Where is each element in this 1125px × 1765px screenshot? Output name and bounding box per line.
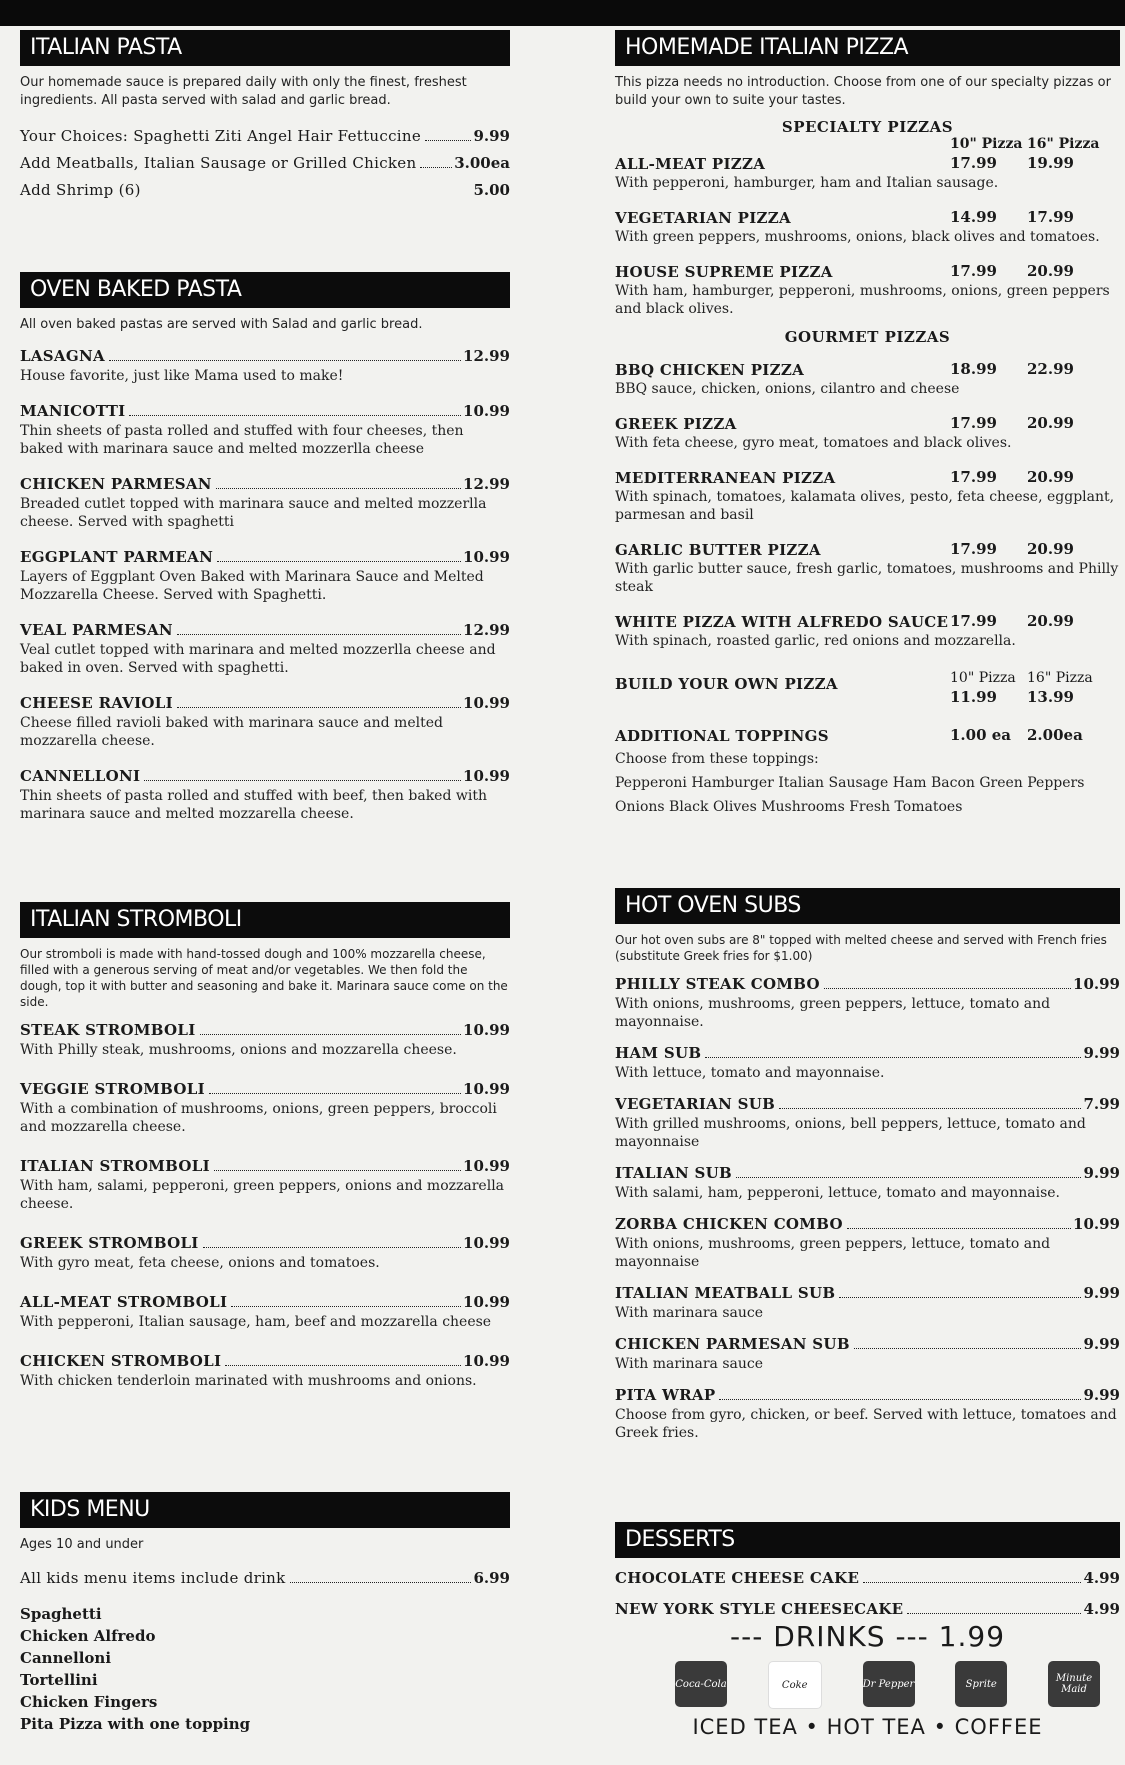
menu-line: Add Meatballs, Italian Sausage or Grilled Chicken 3.00ea bbox=[20, 154, 510, 172]
list-item: Chicken Fingers bbox=[20, 1693, 158, 1711]
pizza-item: BBQ CHICKEN PIZZA 18.99 22.99 BBQ sauce, chicken, onions, cilantro and cheese bbox=[615, 360, 1074, 397]
menu-item: ALL-MEAT STROMBOLI 10.99 With pepperoni, Italian sausage, ham, beef and mozzarella cheese bbox=[20, 1293, 510, 1330]
section-intro: Our hot oven subs are 8" topped with melted cheese and served with French fries (substitute Greek fries for $1.00) bbox=[615, 933, 1107, 963]
list-item: Tortellini bbox=[20, 1671, 98, 1689]
kids-section bbox=[20, 1492, 510, 1735]
section-header: HOMEMADE ITALIAN PIZZA bbox=[615, 30, 1120, 66]
menu-item: CHICKEN STROMBOLI 10.99 With chicken tenderloin marinated with mushrooms and onions. bbox=[20, 1352, 510, 1389]
hot-drinks: ICED TEA • HOT TEA • COFFEE bbox=[692, 1715, 1043, 1739]
additional-toppings: ADDITIONAL TOPPINGS 1.00 ea 2.00ea Choose from these toppings: Pepperoni Hamburger Italian Sausage Ham Bacon Green Peppers Onions Black Olives Mushrooms Fresh Tomatoes bbox=[615, 726, 1085, 815]
drink-logos bbox=[675, 1661, 1100, 1709]
section-intro: This pizza needs no introduction. Choose from one of our specialty pizzas or build your own to suite your tastes. bbox=[615, 75, 1111, 108]
menu-line: All kids menu items include drink 6.99 bbox=[20, 1569, 510, 1587]
kids-list bbox=[20, 1603, 510, 1735]
menu-item: LASAGNA 12.99 House favorite, just like Mama used to make! bbox=[20, 347, 510, 384]
menu-line: NEW YORK STYLE CHEESECAKE 4.99 bbox=[615, 1600, 1120, 1618]
menu-item: HAM SUB 9.99 With lettuce, tomato and mayonnaise. bbox=[615, 1044, 1120, 1081]
drinks-section bbox=[615, 1620, 1120, 1739]
pizza-item: WHITE PIZZA WITH ALFREDO SAUCE 17.99 20.99 With spinach, roasted garlic, red onions and mozzarella. bbox=[615, 612, 1074, 649]
list-item: Spaghetti bbox=[20, 1605, 102, 1623]
pizza-item: HOUSE SUPREME PIZZA 17.99 20.99 With ham, hamburger, pepperoni, mushrooms, onions, green peppers and black olives. bbox=[615, 262, 1110, 317]
menu-item: VEAL PARMESAN 12.99 Veal cutlet topped with marinara and melted mozzerlla cheese and baked in oven. Served with spaghetti. bbox=[20, 621, 510, 676]
sprite-logo: Sprite bbox=[955, 1661, 1007, 1707]
menu-item: VEGETARIAN SUB 7.99 With grilled mushrooms, onions, bell peppers, lettuce, tomato and mayonnaise bbox=[615, 1095, 1120, 1150]
list-item: Chicken Alfredo bbox=[20, 1627, 156, 1645]
menu-item: VEGGIE STROMBOLI 10.99 With a combination of mushrooms, onions, green peppers, broccoli and mozzarella cheese. bbox=[20, 1080, 510, 1135]
menu-item: ITALIAN STROMBOLI 10.99 With ham, salami, pepperoni, green peppers, onions and mozzarella cheese. bbox=[20, 1157, 510, 1212]
stromboli-section bbox=[20, 902, 510, 1390]
coke-logo: Coke bbox=[768, 1661, 822, 1709]
section-intro: Our homemade sauce is prepared daily with only the finest, freshest ingredients. All pasta served with salad and garlic bread. bbox=[20, 75, 467, 108]
menu-item: PITA WRAP 9.99 Choose from gyro, chicken, or beef. Served with lettuce, tomatoes and Greek fries. bbox=[615, 1386, 1120, 1441]
pizza-item: ALL-MEAT PIZZA 17.99 19.99 With pepperoni, hamburger, ham and Italian sausage. bbox=[615, 154, 1074, 191]
drinks-title: --- DRINKS --- 1.99 bbox=[729, 1620, 1006, 1653]
section-intro: Ages 10 and under bbox=[20, 1537, 144, 1552]
pizza-item: VEGETARIAN PIZZA 14.99 17.99 With green peppers, mushrooms, onions, black olives and tomatoes. bbox=[615, 208, 1100, 245]
menu-item: ITALIAN SUB 9.99 With salami, ham, pepperoni, lettuce, tomato and mayonnaise. bbox=[615, 1164, 1120, 1201]
menu-item: CANNELLONI 10.99 Thin sheets of pasta rolled and stuffed with beef, then baked with marinara sauce and melted mozzarella cheese. bbox=[20, 767, 510, 822]
section-header: OVEN BAKED PASTA bbox=[20, 272, 510, 308]
specialty-title: SPECIALTY PIZZAS bbox=[781, 118, 954, 136]
section-header: ITALIAN PASTA bbox=[20, 30, 510, 66]
menu-line: CHOCOLATE CHEESE CAKE 4.99 bbox=[615, 1569, 1120, 1587]
coca-cola-logo: Coca-Cola bbox=[675, 1661, 727, 1707]
menu-item: PHILLY STEAK COMBO 10.99 With onions, mushrooms, green peppers, lettuce, tomato and mayonnaise. bbox=[615, 975, 1120, 1030]
pizza-item: MEDITERRANEAN PIZZA 17.99 20.99 With spinach, tomatoes, kalamata olives, pesto, feta cheese, eggplant, parmesan and basil bbox=[615, 468, 1115, 523]
menu-item: ITALIAN MEATBALL SUB 9.99 With marinara sauce bbox=[615, 1284, 1120, 1321]
list-item: Pita Pizza with one topping bbox=[20, 1715, 251, 1733]
top-border bbox=[0, 0, 1125, 26]
menu-item: CHICKEN PARMESAN SUB 9.99 With marinara sauce bbox=[615, 1335, 1120, 1372]
oven-baked-section bbox=[20, 272, 510, 823]
menu-item: ZORBA CHICKEN COMBO 10.99 With onions, mushrooms, green peppers, lettuce, tomato and mayonnaise bbox=[615, 1215, 1120, 1270]
menu-item: CHICKEN PARMESAN 12.99 Breaded cutlet topped with marinara sauce and melted mozzerlla cheese. Served with spaghetti bbox=[20, 475, 510, 530]
minute-maid-logo: Minute Maid bbox=[1048, 1661, 1100, 1707]
pizza-section bbox=[615, 30, 1120, 816]
section-header: DESSERTS bbox=[615, 1522, 1120, 1558]
menu-item: MANICOTTI 10.99 Thin sheets of pasta rolled and stuffed with four cheeses, then baked with marinara sauce and melted mozzerlla cheese bbox=[20, 402, 510, 457]
list-item: Cannelloni bbox=[20, 1649, 112, 1667]
desserts-section bbox=[615, 1522, 1120, 1620]
section-header: KIDS MENU bbox=[20, 1492, 510, 1528]
size-headers: 10" Pizza 16" Pizza bbox=[950, 136, 1100, 152]
menu-line: Your Choices: Spaghetti Ziti Angel Hair Fettuccine 9.99 bbox=[20, 127, 510, 145]
subs-section bbox=[615, 888, 1120, 1442]
menu-item: GREEK STROMBOLI 10.99 With gyro meat, feta cheese, onions and tomatoes. bbox=[20, 1234, 510, 1271]
menu-line: Add Shrimp (6) 5.00 bbox=[20, 181, 510, 199]
dr-pepper-logo: Dr Pepper bbox=[863, 1661, 915, 1707]
section-intro: Our stromboli is made with hand-tossed dough and 100% mozzarella cheese, filled with a generous serving of meat and/or vegetables. We then fold the dough, top it with butter and seasoning and bake it. Marinara sauce come on the side. bbox=[20, 947, 508, 1009]
menu-item: STEAK STROMBOLI 10.99 With Philly steak, mushrooms, onions and mozzarella cheese. bbox=[20, 1021, 510, 1058]
build-your-own: BUILD YOUR OWN PIZZA 10" Pizza 16" Pizza 11.99 13.99 bbox=[615, 670, 1093, 706]
pizza-item: GREEK PIZZA 17.99 20.99 With feta cheese, gyro meat, tomatoes and black olives. bbox=[615, 414, 1074, 451]
menu-item: EGGPLANT PARMEAN 10.99 Layers of Eggplant Oven Baked with Marinara Sauce and Melted Mozzarella Cheese. Served with Spaghetti. bbox=[20, 548, 510, 603]
gourmet-title: GOURMET PIZZAS bbox=[784, 328, 951, 346]
section-intro: All oven baked pastas are served with Salad and garlic bread. bbox=[20, 317, 423, 332]
section-header: HOT OVEN SUBS bbox=[615, 888, 1120, 924]
pizza-item: GARLIC BUTTER PIZZA 17.99 20.99 With garlic butter sauce, fresh garlic, tomatoes, mushrooms and Philly steak bbox=[615, 540, 1119, 595]
menu-item: CHEESE RAVIOLI 10.99 Cheese filled ravioli baked with marinara sauce and melted mozzarella cheese. bbox=[20, 694, 510, 749]
italian-pasta-section bbox=[20, 30, 510, 201]
section-header: ITALIAN STROMBOLI bbox=[20, 902, 510, 938]
